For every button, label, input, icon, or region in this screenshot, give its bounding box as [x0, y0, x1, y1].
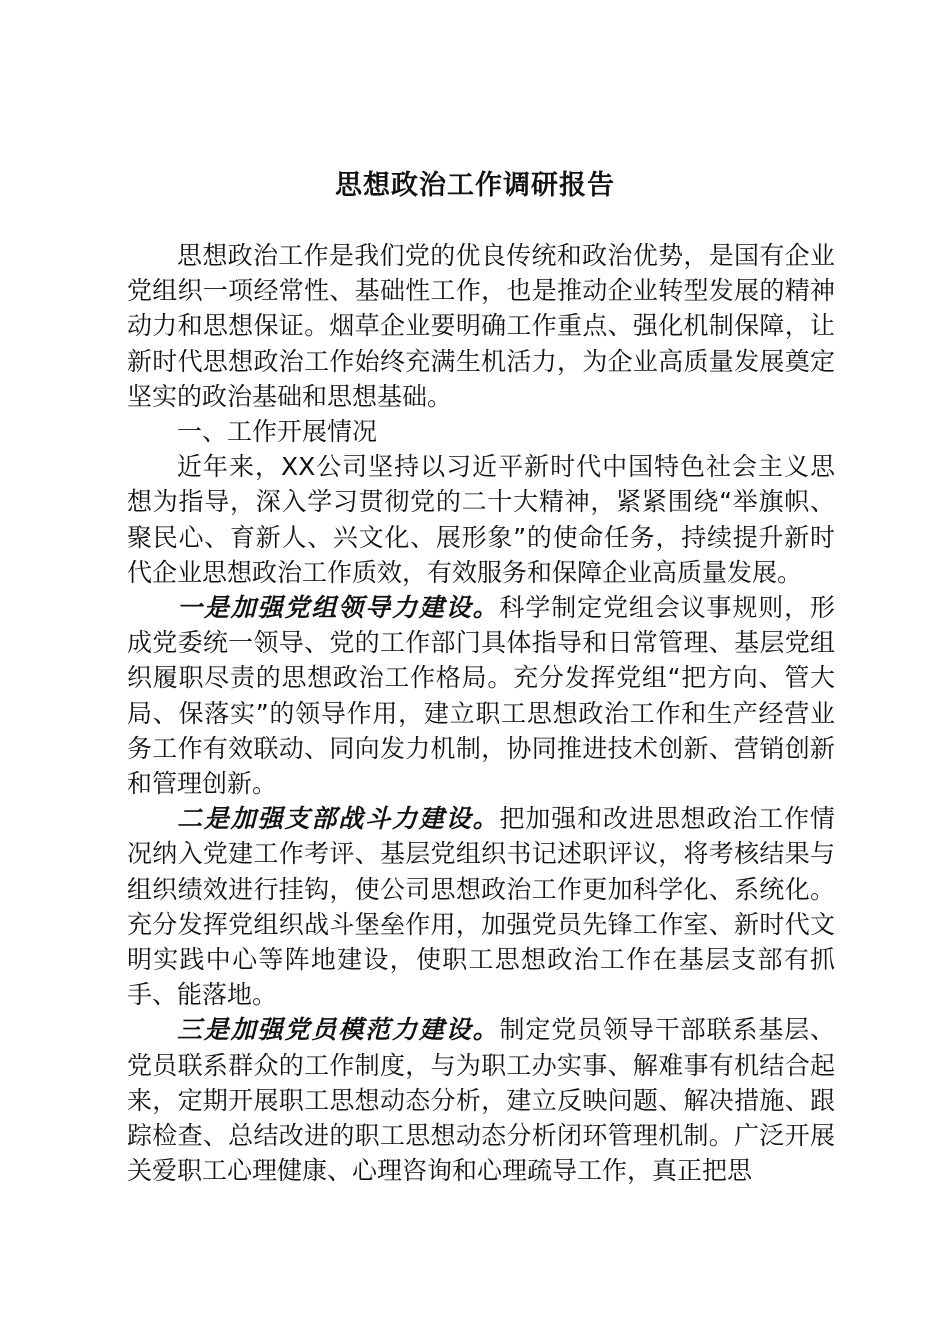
- section-intro-paragraph: 近年来，XX公司坚持以习近平新时代中国特色社会主义思想为指导，深入学习贯彻党的二十大精神，紧紧围绕“举旗帜、聚民心、育新人、兴文化、展形象”的使命任务，持续提升新时代企业思想政治工作质效，有效服务和保障企业高质量发展。: [127, 452, 835, 587]
- intro-paragraph: 思想政治工作是我们党的优良传统和政治优势，是国有企业党组织一项经常性、基础性工作，也是推动企业转型发展的精神动力和思想保证。烟草企业要明确工作重点、强化机制保障，让新时代思想政治工作始终充满生机活力，为企业高质量发展奠定坚实的政治基础和思想基础。: [127, 241, 835, 411]
- point-text-2: 把加强和改进思想政治工作情况纳入党建工作考评、基层党组织书记述职评议，将考核结果与组织绩效进行挂钩，使公司思想政治工作更加科学化、系统化。充分发挥党组织战斗堡垒作用，加强党员先锋工作室、新时代文明实践中心等阵地建设，使职工思想政治工作在基层支部有抓手、能落地。: [127, 804, 835, 1010]
- point-lead-2: 二是加强支部战斗力建设。: [177, 804, 500, 834]
- point-lead-1: 一是加强党组领导力建设。: [177, 593, 500, 623]
- document-body: [127, 238, 835, 1188]
- section-heading: 一、工作开展情况: [177, 417, 378, 447]
- document-title: 思想政治工作调研报告: [335, 170, 615, 201]
- point-text-3: 制定党员领导干部联系基层、党员联系群众的工作制度，与为职工办实事、解难事有机结合起来，定期开展职工思想动态分析，建立反映问题、解决措施、跟踪检查、总结改进的职工思想动态分析闭环管理机制。广泛开展关爱职工心理健康、心理咨询和心理疏导工作，真正把思: [127, 1015, 835, 1186]
- point-text-1: 科学制定党组会议事规则，形成党委统一领导、党的工作部门具体指导和日常管理、基层党组织履职尽责的思想政治工作格局。充分发挥党组“把方向、管大局、保落实”的领导作用，建立职工思想政治工作和生产经营业务工作有效联动、同向发力机制，协同推进技术创新、营销创新和管理创新。: [127, 593, 835, 799]
- point-lead-3: 三是加强党员模范力建设。: [177, 1015, 500, 1045]
- point-paragraph-2: [127, 801, 835, 1012]
- point-paragraph-3: [127, 1012, 835, 1188]
- point-paragraph-1: [127, 590, 835, 801]
